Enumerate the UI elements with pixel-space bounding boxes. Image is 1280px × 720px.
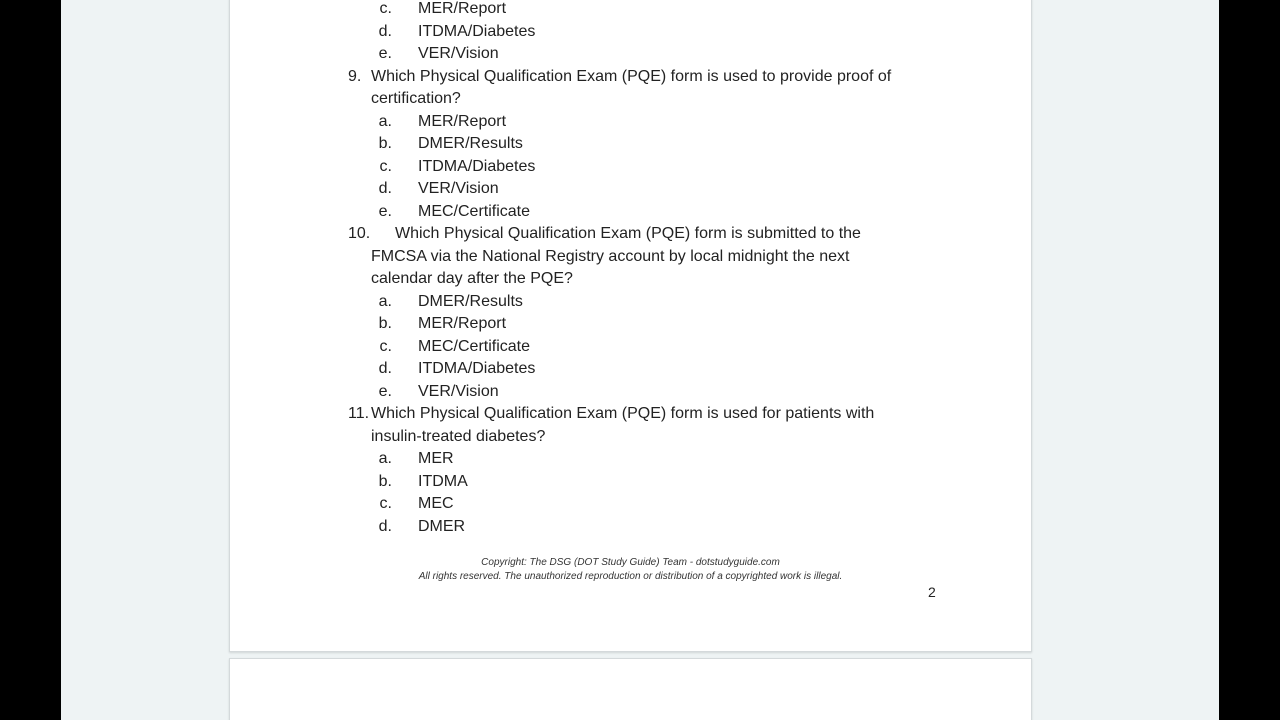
option-text: DMER/Results [418,135,523,152]
option-letter: a. [378,113,392,130]
option-letter: a. [378,450,392,467]
question-text: calendar day after the PQE? [371,270,573,287]
option-text: DMER/Results [418,293,523,310]
option-letter: c. [379,338,392,355]
question-text: FMCSA via the National Registry account by local midnight the next [371,248,850,265]
option-letter: d. [378,360,392,377]
next-page [229,658,1032,720]
option-letter: b. [378,315,392,332]
option-text: MER [418,450,454,467]
option-text: ITDMA [418,473,468,490]
option-text: MER/Report [418,315,507,332]
option-letter: c. [379,158,392,175]
question-text: Which Physical Qualification Exam (PQE) form is submitted to the [395,225,861,242]
option-text: ITDMA/Diabetes [418,23,536,40]
option-text: MER/Report [418,0,507,17]
option-letter: c. [379,0,392,17]
option-letter: d. [378,180,392,197]
option-text: VER/Vision [418,383,499,400]
option-text: MEC/Certificate [418,203,531,220]
option-text: VER/Vision [418,180,499,197]
option-letter: a. [378,293,392,310]
option-letter: b. [378,135,392,152]
question-number: 10. [348,225,371,242]
document-viewer[interactable] [61,0,1219,720]
footer-rights: All rights reserved. The unauthorized reproduction or distribution of a copyrighted work is illegal. [418,571,843,582]
option-letter: e. [378,45,392,62]
question-text: Which Physical Qualification Exam (PQE) form is used for patients with [371,405,875,422]
option-text: DMER [418,518,466,535]
option-text: ITDMA/Diabetes [418,360,536,377]
question-number: 9. [348,68,362,85]
option-text: MER/Report [418,113,507,130]
option-text: MEC [418,495,454,512]
option-letter: b. [378,473,392,490]
option-letter: c. [379,495,392,512]
question-number: 11. [348,405,370,422]
question-text: insulin-treated diabetes? [371,428,546,445]
document-page [229,0,1032,652]
question-text: Which Physical Qualification Exam (PQE) form is used to provide proof of [371,68,892,85]
option-text: ITDMA/Diabetes [418,158,536,175]
option-letter: e. [378,203,392,220]
option-letter: d. [378,23,392,40]
option-letter: e. [378,383,392,400]
option-text: MEC/Certificate [418,338,531,355]
question-text: certification? [371,90,461,107]
page-number: 2 [928,584,936,600]
footer-copyright: Copyright: The DSG (DOT Study Guide) Team - dotstudyguide.com [481,557,780,568]
option-text: VER/Vision [418,45,499,62]
option-letter: d. [378,518,392,535]
